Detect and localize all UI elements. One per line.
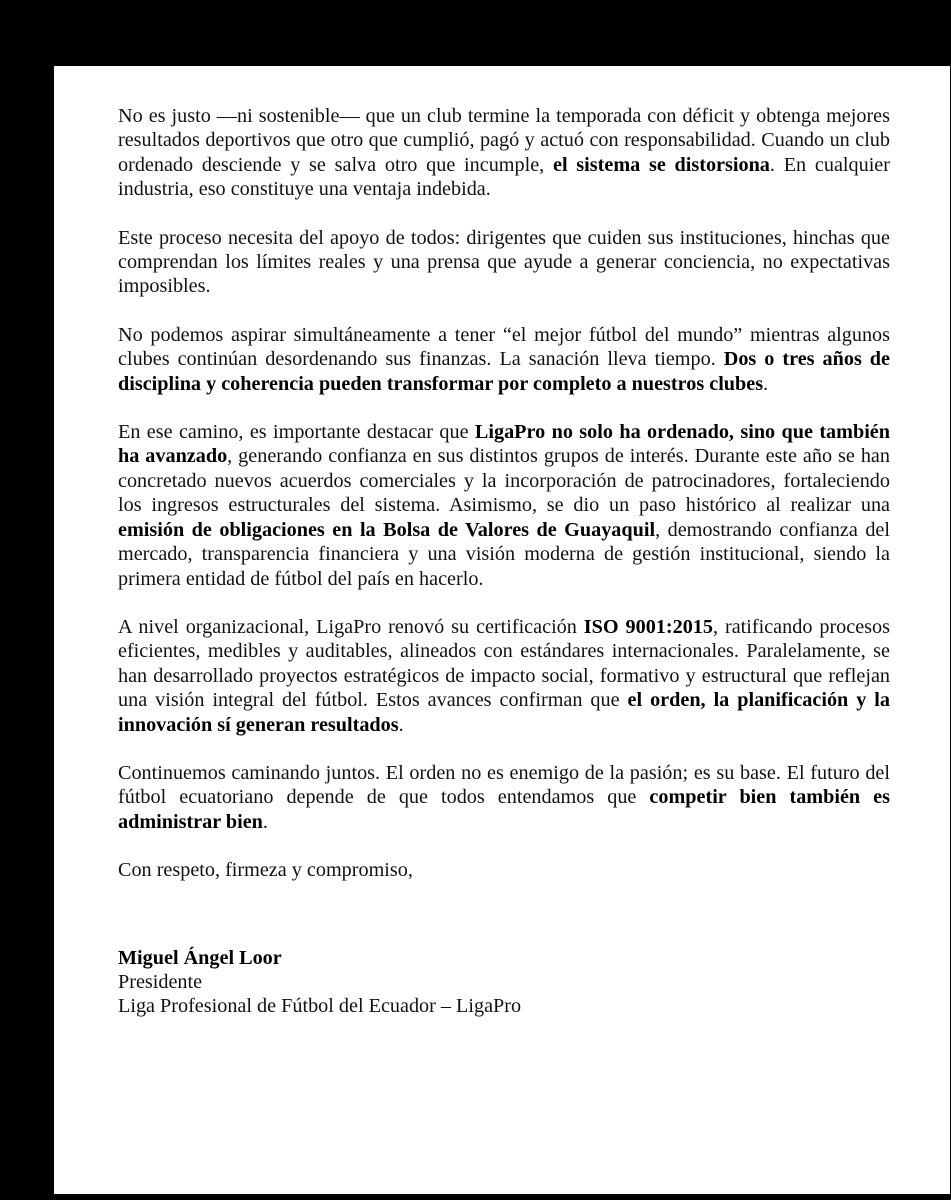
bold-text-run: ISO 9001:2015 (583, 615, 713, 638)
text-run: , demostrando confianza del mercado, transparencia financiera y una visión moderna de gestión institucional, siendo la primera entidad de fútbol del país en hacerlo. (118, 518, 891, 590)
text-run: A nivel organizacional, LigaPro renovó su certificación (118, 615, 584, 638)
text-run: En ese camino, es importante destacar que (118, 421, 475, 444)
text-run: . (262, 810, 268, 833)
paragraph-avances-ligapro (118, 420, 890, 591)
paragraph-finanzas (118, 323, 890, 396)
document-page (54, 66, 950, 1194)
bold-text-run: emisión de obligaciones en la Bolsa de Valores de Guayaquil (118, 518, 656, 541)
bold-text-run: competir bien también es administrar bien (118, 786, 891, 833)
signer-title: Presidente (118, 970, 203, 993)
letter-body (118, 104, 890, 1019)
text-run: . (398, 713, 404, 736)
text-run: Este proceso necesita del apoyo de todos: dirigentes que cuiden sus instituciones, hinchas que comprendan los límites reales y una prensa que ayude a generar conciencia, no expectativas imposibles. (118, 226, 890, 298)
closing-line: Con respeto, firmeza y compromiso, (118, 859, 413, 882)
signature-block (118, 946, 890, 1019)
text-run: , generando confianza en sus distintos grupos de interés. Durante este año se han concretado nuevos acuerdos comerciales y la incorporación de patrocinadores, fortaleciendo los ingresos estructurales del sistema. Asimismo, se dio un paso histórico al realizar una (118, 445, 890, 517)
paragraph-deficit (118, 104, 890, 202)
signer-organization: Liga Profesional de Fútbol del Ecuador – LigaPro (118, 995, 522, 1018)
bold-text-run: LigaPro no solo ha ordenado, sino que también ha avanzado (118, 421, 890, 468)
text-run: . En cualquier industria, eso constituye una ventaja indebida. (118, 153, 890, 201)
paragraph-apoyo (118, 226, 890, 299)
text-run: No podemos aspirar simultáneamente a tener “el mejor fútbol del mundo” mientras algunos clubes continúan desordenando sus finanzas. La sanación lleva tiempo. (118, 323, 890, 371)
bold-text-run: Dos o tres años de disciplina y coherencia pueden transformar por completo a nuestros clubes (118, 348, 890, 395)
bold-text-run: el orden, la planificación y la innovación sí generan resultados (118, 689, 891, 736)
signer-name: Miguel Ángel Loor (118, 946, 282, 969)
bold-text-run: el sistema se distorsiona (552, 153, 770, 176)
text-run: , ratificando procesos eficientes, medibles y auditables, alineados con estándares internacionales. Paralelamente, se han desarrollado proyectos estratégicos de impacto social, formativo y estructural que reflejan una visión integral del fútbol. Estos avances confirman que (118, 615, 890, 712)
text-run: Continuemos caminando juntos. El orden no es enemigo de la pasión; es su base. El futuro del fútbol ecuatoriano depende de que todos entendamos que (118, 761, 890, 809)
paragraph-certificacion (118, 615, 890, 737)
text-run: . (763, 372, 769, 395)
paragraph-continuemos (118, 761, 890, 834)
text-run: No es justo —ni sostenible— que un club termine la temporada con déficit y obtenga mejores resultados deportivos que otro que cumplió, pagó y actuó con responsabilidad. Cuando un club ordenado desciende y se salva otro que incumple, (118, 105, 890, 176)
